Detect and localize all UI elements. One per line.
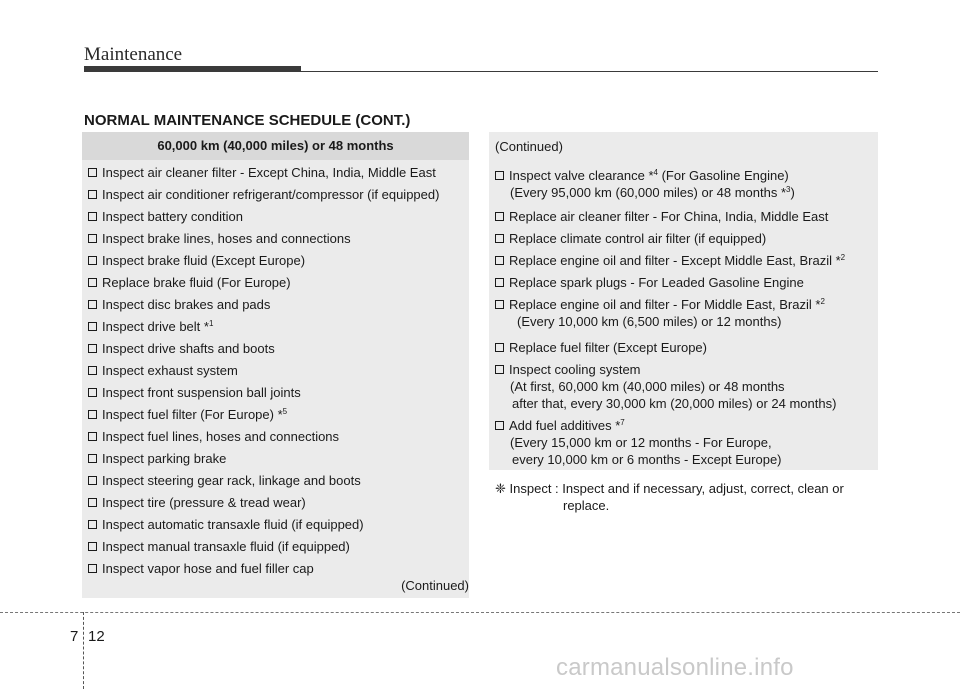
- checkbox-icon: [88, 388, 97, 397]
- list-item: Inspect parking brake: [88, 450, 466, 472]
- checkbox-icon: [495, 421, 504, 430]
- checkbox-icon: [88, 520, 97, 529]
- checkbox-icon: [495, 300, 504, 309]
- list-item: Inspect air cleaner filter - Except China, India, Middle East: [88, 164, 466, 186]
- note-symbol-icon: ❈: [495, 481, 506, 496]
- checkbox-icon: [88, 410, 97, 419]
- checkbox-icon: [495, 234, 504, 243]
- list-item: Inspect brake lines, hoses and connections: [88, 230, 466, 252]
- checkbox-icon: [495, 212, 504, 221]
- checkbox-icon: [495, 256, 504, 265]
- checkbox-icon: [88, 256, 97, 265]
- list-item: Inspect disc brakes and pads: [88, 296, 466, 318]
- list-item: Inspect battery condition: [88, 208, 466, 230]
- list-item: Inspect air conditioner refrigerant/compressor (if equipped): [88, 186, 466, 208]
- list-item: Inspect steering gear rack, linkage and boots: [88, 472, 466, 494]
- right-continued-label: (Continued): [495, 139, 563, 154]
- checkbox-icon: [88, 564, 97, 573]
- header-rule-thin: [301, 71, 878, 72]
- checkbox-icon: [88, 212, 97, 221]
- checkbox-icon: [88, 366, 97, 375]
- checkbox-icon: [88, 190, 97, 199]
- list-item: Inspect drive belt *$^1$: [88, 318, 466, 340]
- checkbox-icon: [88, 454, 97, 463]
- left-schedule-heading: 60,000 km (40,000 miles) or 48 months: [82, 132, 469, 160]
- list-item: Inspect exhaust system: [88, 362, 466, 384]
- checkbox-icon: [88, 322, 97, 331]
- left-continued-label: (Continued): [401, 578, 469, 593]
- list-item-spark-plugs: Replace spark plugs - For Leaded Gasoline Engine: [495, 274, 804, 291]
- list-item-oil-except: Replace engine oil and filter - Except Middle East, Brazil *$^2$: [495, 252, 845, 269]
- list-item: Inspect front suspension ball joints: [88, 384, 466, 406]
- checkbox-icon: [88, 498, 97, 507]
- checkbox-icon: [495, 365, 504, 374]
- list-item: Replace brake fluid (For Europe): [88, 274, 466, 296]
- list-item: Inspect brake fluid (Except Europe): [88, 252, 466, 274]
- watermark-text: carmanualsonline.info: [556, 654, 794, 681]
- left-schedule-list: [88, 164, 466, 582]
- checkbox-icon: [88, 300, 97, 309]
- page-footer-line: [0, 612, 960, 613]
- checkbox-icon: [88, 278, 97, 287]
- page-footer-divider: [83, 612, 84, 689]
- list-item-fuel-filter: Replace fuel filter (Except Europe): [495, 339, 707, 356]
- list-item: Inspect automatic transaxle fluid (if equipped): [88, 516, 466, 538]
- list-item-fuel-additives: Add fuel additives *$^7$ (Every 15,000 km or 12 months - For Europe, every 10,000 km or 6 months - Except Europe): [495, 417, 782, 468]
- list-item-cooling-system: Inspect cooling system (At first, 60,000 km (40,000 miles) or 48 months after that, every 30,000 km (20,000 miles) or 24 months): [495, 361, 836, 412]
- chapter-number: 7: [70, 628, 79, 645]
- list-item-climate-filter: Replace climate control air filter (if equipped): [495, 230, 766, 247]
- list-item-valve-clearance: Inspect valve clearance *$^4$ (For Gasoline Engine) (Every 95,000 km (60,000 miles) or 48 months *$^3$): [495, 167, 795, 201]
- inspect-note: ❈ Inspect : Inspect and if necessary, adjust, correct, clean or replace.: [495, 481, 844, 513]
- list-item-oil-middle-east: Replace engine oil and filter - For Middle East, Brazil *$^2$ (Every 10,000 km (6,500 miles) or 12 months): [495, 296, 825, 330]
- header-rule-thick: [84, 66, 301, 72]
- checkbox-icon: [495, 343, 504, 352]
- checkbox-icon: [495, 171, 504, 180]
- list-item: Inspect vapor hose and fuel filler cap: [88, 560, 466, 582]
- section-title: NORMAL MAINTENANCE SCHEDULE (CONT.): [84, 112, 411, 129]
- list-item-air-filter: Replace air cleaner filter - For China, India, Middle East: [495, 208, 828, 225]
- list-item: Inspect fuel filter (For Europe) *$^5$: [88, 406, 466, 428]
- page-number: 12: [88, 628, 105, 645]
- list-item: Inspect manual transaxle fluid (if equipped): [88, 538, 466, 560]
- checkbox-icon: [88, 476, 97, 485]
- checkbox-icon: [88, 344, 97, 353]
- checkbox-icon: [88, 542, 97, 551]
- checkbox-icon: [495, 278, 504, 287]
- list-item: Inspect tire (pressure & tread wear): [88, 494, 466, 516]
- checkbox-icon: [88, 168, 97, 177]
- checkbox-icon: [88, 234, 97, 243]
- list-item: Inspect fuel lines, hoses and connections: [88, 428, 466, 450]
- list-item: Inspect drive shafts and boots: [88, 340, 466, 362]
- checkbox-icon: [88, 432, 97, 441]
- page-header-title: Maintenance: [84, 44, 183, 65]
